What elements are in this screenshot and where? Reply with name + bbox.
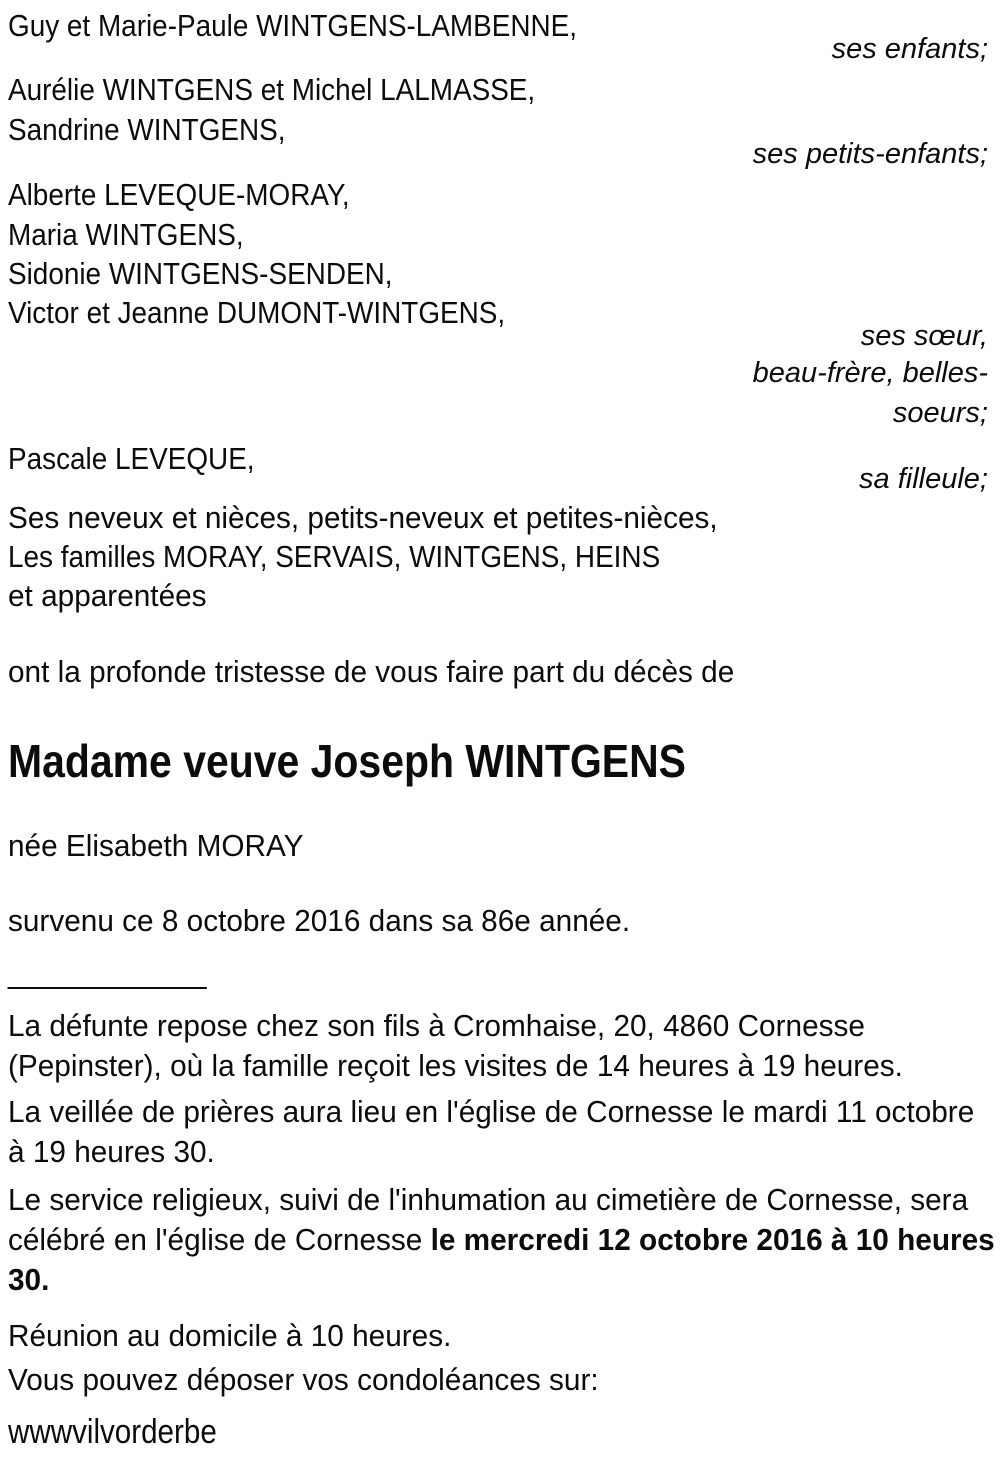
maiden-name-line: née Elisabeth MORAY <box>8 828 304 863</box>
service-line-2 <box>8 1222 995 1258</box>
mourner-sibling-3: Sidonie WINTGENS-SENDEN, <box>8 256 393 291</box>
family-line-3: et apparentées <box>8 578 207 613</box>
relation-label-grandchildren: ses petits-enfants; <box>752 138 988 170</box>
mourner-children-1: Guy et Marie-Paule WINTGENS-LAMBENNE, <box>8 8 577 43</box>
deceased-name-title: Madame veuve Joseph WINTGENS <box>8 735 686 787</box>
relation-label-siblings-3: soeurs; <box>892 397 988 429</box>
family-line-1: Ses neveux et nièces, petits-neveux et petites-nièces, <box>8 500 718 535</box>
mourner-sibling-4: Victor et Jeanne DUMONT-WINTGENS, <box>8 295 506 330</box>
mourner-sibling-1: Alberte LEVEQUE-MORAY, <box>8 177 350 212</box>
vigil-line-1: La veillée de prières aura lieu en l'église de Cornesse le mardi 11 octobre <box>8 1094 975 1129</box>
service-line-3-bold: 30. <box>8 1262 50 1297</box>
condolences-line: Vous pouvez déposer vos condoléances sur: <box>8 1362 599 1397</box>
death-date-line: survenu ce 8 octobre 2016 dans sa 86e année. <box>8 903 631 938</box>
mourner-sibling-2: Maria WINTGENS, <box>8 217 244 252</box>
separator-line: ____________ <box>8 955 207 990</box>
relation-label-siblings-2: beau-frère, belles- <box>752 357 988 389</box>
service-line-2-normal: célébré en l'église de Cornesse <box>8 1222 431 1257</box>
vigil-line-2: à 19 heures 30. <box>8 1134 215 1169</box>
relation-label-siblings-1: ses sœur, <box>860 320 988 352</box>
family-line-2: Les familles MORAY, SERVAIS, WINTGENS, HEINS <box>8 539 661 574</box>
relation-label-children: ses enfants; <box>831 33 988 65</box>
mourner-goddaughter: Pascale LEVEQUE, <box>8 441 255 476</box>
service-line-1: Le service religieux, suivi de l'inhumation au cimetière de Cornesse, sera <box>8 1182 969 1217</box>
service-line-2-bold-segment: le mercredi 12 octobre 2016 à 10 heures <box>430 1222 995 1257</box>
reunion-line: Réunion au domicile à 10 heures. <box>8 1318 452 1353</box>
announcement-line: ont la profonde tristesse de vous faire part du décès de <box>8 654 735 689</box>
mourner-grandchildren-2: Sandrine WINTGENS, <box>8 112 286 147</box>
mourner-grandchildren-1: Aurélie WINTGENS et Michel LALMASSE, <box>8 72 536 107</box>
website-line: wwwvilvorderbe <box>8 1413 217 1451</box>
repose-line-2: (Pepinster), où la famille reçoit les visites de 14 heures à 19 heures. <box>8 1048 903 1083</box>
relation-label-goddaughter: sa filleule; <box>859 463 988 495</box>
repose-line-1: La défunte repose chez son fils à Cromhaise, 20, 4860 Cornesse <box>8 1008 865 1043</box>
